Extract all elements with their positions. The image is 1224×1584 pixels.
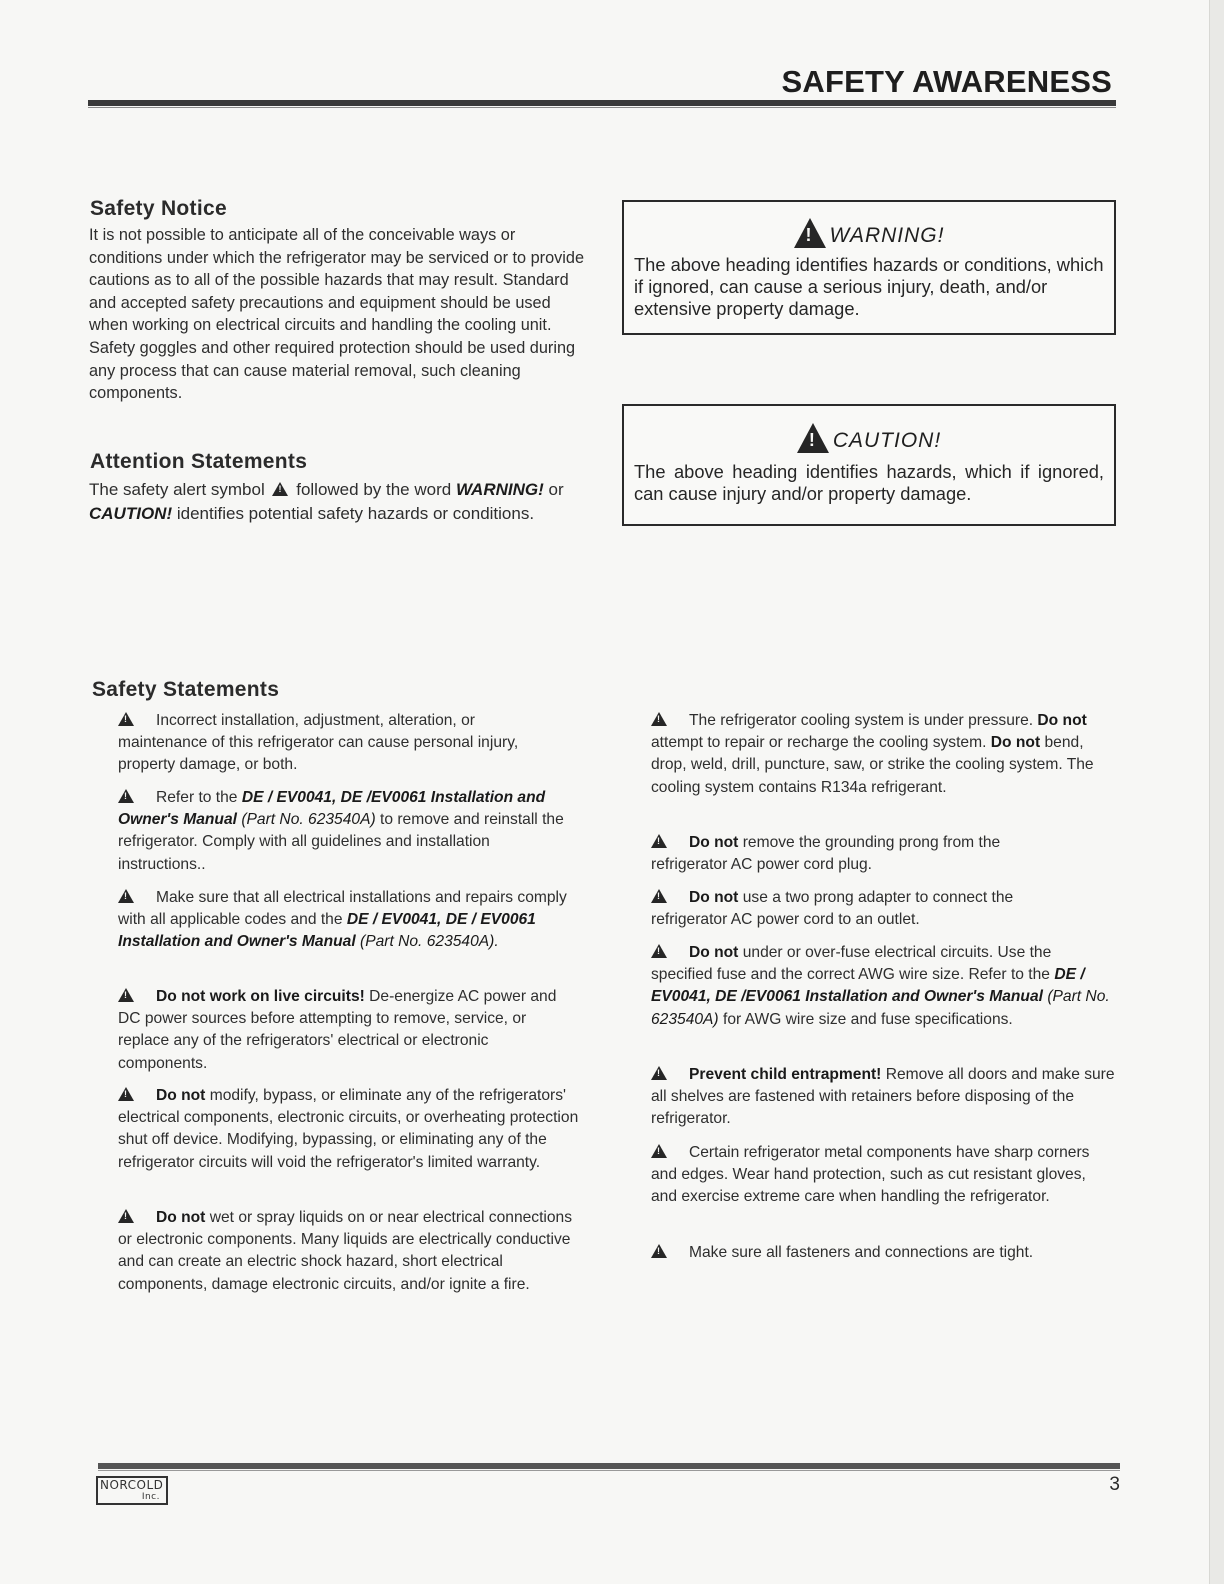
right-s1-pre: The refrigerator cooling system is under pressure. (689, 712, 1034, 729)
attention-text-after: followed by the word (296, 480, 452, 499)
safety-notice-heading: Safety Notice (90, 197, 227, 220)
alert-icon (118, 789, 134, 803)
right-statement-2 (651, 832, 1071, 876)
left-s3-part: (Part No. 623540A). (360, 933, 499, 951)
right-statement-7 (651, 1242, 1121, 1264)
footer-rule (98, 1463, 1120, 1469)
right-s2-bold: Do not (689, 834, 739, 851)
right-statement-4 (651, 942, 1117, 1031)
safety-alert-icon (272, 482, 288, 496)
right-s4-part: (Part No. 623540A) (651, 988, 1110, 1028)
right-s5-bold: Prevent child entrapment! (689, 1066, 882, 1083)
alert-icon (651, 1144, 667, 1158)
right-s2-post: remove the grounding prong from the refrigerator AC power cord plug. (651, 834, 1001, 874)
left-s3-pre: Make sure that all electrical installations and repairs comply with all applicable codes and the (118, 889, 567, 929)
right-s3-post: use a two prong adapter to connect the refrigerator AC power cord to an outlet. (651, 889, 1014, 929)
caution-box-title: CAUTION! (832, 429, 942, 452)
left-statement-6 (118, 1207, 588, 1296)
left-statement-4 (118, 986, 563, 1075)
left-s5-bold: Do not (156, 1087, 206, 1104)
right-s7-text: Make sure all fasteners and connections are tight. (689, 1244, 1034, 1261)
left-statement-5 (118, 1085, 580, 1174)
alert-icon (651, 889, 667, 903)
alert-icon (651, 712, 667, 726)
attention-warning-word: WARNING! (455, 480, 544, 499)
alert-icon (651, 1066, 667, 1080)
alert-icon (118, 889, 134, 903)
alert-icon (651, 944, 667, 958)
warning-box (622, 200, 1116, 335)
page-title: SAFETY AWARENESS (781, 64, 1112, 99)
attention-or-word: or (548, 480, 564, 499)
page-edge-shadow (1209, 0, 1224, 1584)
right-s4-pre: under or over-fuse electrical circuits. Use the specified fuse and the correct AWG wire size. Refer to the (651, 944, 1052, 984)
alert-icon (118, 1087, 134, 1101)
alert-icon (651, 834, 667, 848)
alert-icon (118, 988, 134, 1002)
right-s3-bold: Do not (689, 889, 739, 906)
left-s1-text: Incorrect installation, adjustment, alteration, or maintenance of this refrigerator can cause personal injury, property damage, or both. (118, 712, 519, 774)
left-s2-manual: DE / EV0041, DE /EV0061 Installation and Owner's Manual (118, 789, 546, 829)
left-s3-manual: DE / EV0041, DE / EV0061 Installation and Owner's Manual (118, 911, 536, 951)
page-number: 3 (1109, 1474, 1120, 1495)
left-s6-post: wet or spray liquids on or near electrical connections or electronic components. Many liquids are electrically conductive and can create an electric shock hazard, short electrical components, damage electronic circuits, and/or ignite a fire. (118, 1209, 573, 1293)
attention-body (89, 478, 585, 525)
warning-box-body: The above heading identifies hazards or conditions, which if ignored, can cause a serious injury, death, and/or extensive property damage. (634, 254, 1104, 319)
left-statement-3 (118, 887, 573, 954)
attention-heading: Attention Statements (90, 450, 308, 473)
warning-box-title: WARNING! (829, 224, 945, 247)
caution-box (622, 404, 1116, 526)
caution-box-heading (624, 423, 1114, 453)
right-s1-bold1: Do not (1037, 712, 1087, 729)
safety-notice-body: It is not possible to anticipate all of the conceivable ways or conditions under which the refrigerator may be serviced or to provide cautions as to all of the possible hazards that may result. Standard and accepted safety precautions and equipment should be used when working on electrical circuits and handling the cooling unit. Safety goggles and other required protection should be used during any process that can cause material removal, such cleaning components. (89, 226, 585, 403)
left-s5-post: modify, bypass, or eliminate any of the refrigerators' electrical components, electronic circuits, or overheating protection shut off device. Modifying, bypassing, or eliminating any of the refrigerator circuits will void the refrigerator's limited warranty. (118, 1087, 579, 1171)
left-s2-post: to remove and reinstall the refrigerator. Comply with all guidelines and installation instructions.. (118, 811, 564, 873)
alert-icon (651, 1244, 667, 1258)
norcold-logo (96, 1476, 168, 1505)
warning-box-heading (624, 218, 1114, 248)
left-s6-bold: Do not (156, 1209, 206, 1226)
right-statement-5 (651, 1064, 1119, 1131)
left-s4-bold: Do not work on live circuits! (156, 988, 365, 1005)
attention-text-before: The safety alert symbol (89, 480, 265, 499)
right-s5-post: Remove all doors and make sure all shelves are fastened with retainers before disposing of the refrigerator. (651, 1066, 1115, 1128)
alert-icon (118, 1209, 134, 1223)
caution-alert-icon (797, 423, 829, 453)
left-s4-post: De-energize AC power and DC power sources before attempting to remove, service, or replace any of the refrigerators' electrical or electronic components. (118, 988, 557, 1072)
right-s4-post: for AWG wire size and fuse specifications. (722, 1010, 1013, 1028)
logo-text: NORCOLD (100, 1478, 164, 1492)
right-s1-post: bend, drop, weld, drill, puncture, saw, or strike the cooling system. The cooling system contains R134a refrigerant. (651, 734, 1094, 796)
title-rule-thin (88, 107, 1116, 108)
right-statement-3 (651, 887, 1091, 931)
right-s1-mid: attempt to repair or recharge the cooling system. (651, 734, 987, 752)
alert-icon (118, 712, 134, 726)
left-s2-pre: Refer to the (156, 789, 238, 806)
right-s4-manual: DE / EV0041, DE /EV0061 Installation and Owner's Manual (651, 966, 1085, 1006)
attention-caution-word: CAUTION! (89, 503, 173, 523)
right-s1-bold2: Do not (990, 734, 1041, 752)
warning-alert-icon (794, 218, 826, 248)
left-s2-part: (Part No. 623540A) (241, 811, 376, 829)
caution-box-body: The above heading identifies hazards, which if ignored, can cause injury and/or property damage. (634, 461, 1104, 504)
left-statement-1 (118, 710, 558, 777)
right-s6-text: Certain refrigerator metal components have sharp corners and edges. Wear hand protection, such as cut resistant gloves, and exercise extreme care when handling the refrigerator. (651, 1144, 1090, 1206)
right-statement-1 (651, 710, 1109, 799)
left-statement-2 (118, 787, 573, 876)
footer-rule-thin (98, 1470, 1120, 1471)
right-statement-6 (651, 1142, 1109, 1209)
right-s4-bold: Do not (689, 944, 739, 961)
attention-text-end: identifies potential safety hazards or conditions. (176, 503, 535, 523)
title-rule (88, 100, 1116, 106)
logo-sub: Inc. (141, 1492, 160, 1502)
safety-statements-heading: Safety Statements (92, 678, 280, 701)
